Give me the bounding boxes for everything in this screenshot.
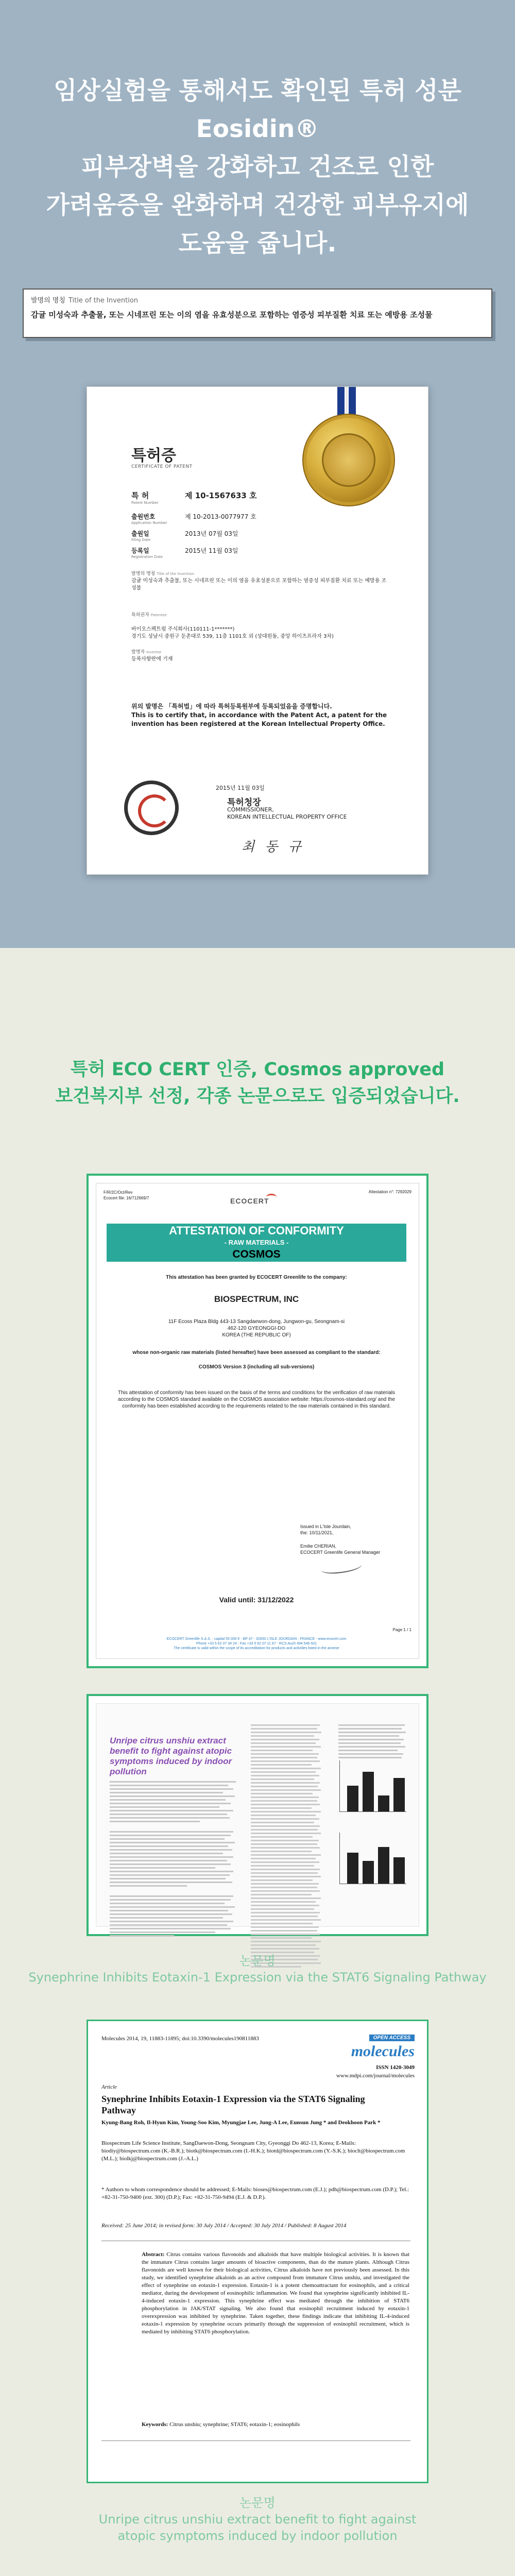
hero-heading xyxy=(31,72,484,263)
paper1-title: Unripe citrus unshiu extract benefit to fight against atopic symptoms induced by indoor pollution xyxy=(110,1736,232,1776)
application-row: 출원번호 Application Number 제 10-2013-0077977 호 xyxy=(131,513,256,525)
paper2-document xyxy=(95,2028,420,2475)
certification-section xyxy=(0,948,515,2576)
attestation-footer: ECOCERT Greenlife S.A.S. - capital 55 000 € - BP 47 - 32600 L'ISLE JOURDAIN - FRANCE - www.ecocert.com Phone +33 5 62 07 34 24 - Fax +33 5 62 07 11 67 - RCS Auch 494 546 931 The certificate is valid within the scope of its accreditation for products and activities listed in the annexe xyxy=(166,1637,347,1650)
hero-line-4: 가려움증을 완화하며 건강한 피부유지에 xyxy=(46,191,469,219)
paper1-caption xyxy=(21,1953,494,1986)
chart-bar xyxy=(378,1847,389,1884)
caption1-label: 논문명 xyxy=(239,1954,276,1968)
attestation-frame xyxy=(87,1174,428,1668)
attestation-granted: This attestation has been granted by ECOCERT Greenlife to the company: xyxy=(166,1275,347,1280)
patent-number: 제 10-1567633 호 xyxy=(185,491,257,500)
paper1-preview xyxy=(96,1703,419,1927)
commissioner: 특허청장 COMMISSIONER, KOREAN INTELLECTUAL PROPERTY OFFICE xyxy=(227,798,347,820)
invention-title-box xyxy=(23,289,492,338)
chart-bar xyxy=(393,1857,405,1884)
paper2-title: Synephrine Inhibits Eotaxin-1 Expression via the STAT6 Signaling Pathway xyxy=(101,2094,365,2115)
patent-owner-block: 특허권자 Patentee 바이오스펙트럼 주식회사(110111-1*******) 경기도 성남시 중원구 둔촌대로 539, 11층 1101호 외 (상대원동, 중앙 하이츠프라자 3차) xyxy=(131,613,334,639)
patent-certificate xyxy=(87,386,428,875)
journal-url: www.mdpi.com/journal/molecules xyxy=(336,2073,415,2079)
hero-line-1: 임상실험을 통해서도 확인된 특허 성분 xyxy=(54,77,461,105)
attestation-standard: COSMOS Version 3 (including all sub-versions) xyxy=(198,1364,315,1370)
patent-fields xyxy=(131,490,389,563)
issued-block: Issued in L'Isle Jourdain, the: 10/11/2021, Emilie CHERIAN, ECOCERT Greenlife General Manager xyxy=(300,1524,381,1555)
attestation-title: ATTESTATION OF CONFORMITY xyxy=(107,1224,406,1238)
attestation-subtitle: - RAW MATERIALS - xyxy=(107,1238,406,1247)
article-type: Article xyxy=(101,2084,117,2090)
paper2-authors: Kyung-Bang Roh, Il-Hyun Kim, Young-Soo Kim, Myungjae Lee, Jung-A Lee, Eunsun Jung * and Deokhoon Park * xyxy=(101,2120,381,2126)
filing-row: 출원일 Filing Date 2013년 07월 03일 xyxy=(131,530,238,542)
attestation-whose: whose non-organic raw materials (listed hereafter) have been assessed as compliant to the standard: xyxy=(132,1350,381,1355)
ecocert-file: F/R/2C/Oct/Rev Ecocert file: 16/712669/7 xyxy=(104,1190,149,1200)
patent-heading: 특허증 xyxy=(131,447,176,465)
cert-line-1: 특허 ECO CERT 인증, Cosmos approved xyxy=(70,1059,445,1080)
manager-signature-icon xyxy=(320,1559,363,1576)
chart-bar xyxy=(363,1861,374,1884)
paper2-dates: Received: 25 June 2014; in revised form: 30 July 2014 / Accepted: 30 July 2014 / Published: 8 August 2014 xyxy=(101,2223,347,2229)
journal-issn: ISSN 1420-3049 xyxy=(376,2064,415,2071)
paper2-keywords: Keywords: Citrus unshiu; synephrine; STAT6; eotaxin-1; eosinophils xyxy=(142,2421,300,2428)
patent-invention-block: 발명의 명칭 Title of the Invention 감귤 미성숙과 추출물, 또는 시네프린 또는 이의 염을 유효성분으로 포함하는 염증성 피부질환 치료 또는 예방용 조성물 xyxy=(131,571,387,591)
address-line-1: 11F Ecoss Plaza Bldg 443-13 Sangdaewon-dong, Jungwon-gu, Seongnam-si xyxy=(168,1319,345,1325)
paper2-affiliation: Biospectrum Life Science Institute, SangDaewon-Dong, Seongnam City, Gyeonggi Do 462-13, Korea; E-Mails: biodiy@biospectrum.com (K.-B.R.); biotk@biospectrum.com (I.-H.K.); biotd@biospectrum.com (Y.-S.K.); bioclt@biospectrum.com (M.L.); biolkj@biospectrum.com (J.-A.L.) xyxy=(101,2140,405,2162)
chart-bar xyxy=(347,1786,358,1811)
commissioner-signature: 최 동 규 xyxy=(242,839,304,855)
address-line-3: KOREA (THE REPUBLIC OF) xyxy=(222,1332,291,1338)
attestation-standard-banner: COSMOS xyxy=(107,1247,406,1262)
paper2-abstract: Abstract: Citrus contains various flavonoids and alkaloids that have multiple biological activities. It is known that the immature Citrus contains larger amounts of bioactive components, than do the mature plants. Although Citrus flavonoids are well known for their biological activities, Citrus alkaloids have not previously been assessed. In this study, we identified synephrine alkaloids as an active compound from immature Citrus unshiu, and investigated the effect of synephrine on eotaxin-1 expression. Eotaxin-1 is a potent chemoattractant for eosinophils, and a critical mediator, during the development of eosinophilic inflammation. We found that synephrine significantly inhibited IL-4-induced eotaxin-1 expression. This synephrine effect was mediated through the inhibition of STAT6 phosphorylation in JAK/STAT signaling. We also found that eosinophil recruitment induced by eotaxin-1 overexpression was inhibited by synephrine. Taken together, these findings indicate that inhibiting IL-4-induced eotaxin-1 expression by synephrine occurs primarily through the suppression of eosinophil recruitment, which is mediated by inhibiting STAT6 phosphorylation. xyxy=(142,2251,410,2335)
valid-until: Valid until: 31/12/2022 xyxy=(219,1596,294,1604)
cert-line-2: 보건복지부 선정, 각종 논문으로도 입증되었습니다. xyxy=(55,1086,460,1107)
caption1-title: Synephrine Inhibits Eotaxin-1 Expression via the STAT6 Signaling Pathway xyxy=(28,1970,487,1985)
chart-bar xyxy=(347,1853,358,1884)
patent-heading-en: CERTIFICATE OF PATENT xyxy=(131,464,193,469)
cert-heading xyxy=(21,1056,494,1110)
kipo-emblem-icon xyxy=(124,781,179,835)
paper2-correspondence: * Authors to whom correspondence should be addressed; E-Mails: bioses@biospectrum.com (E.J.); pdh@biospectrum.com (D.P.); Tel.: +82-31-750-9400 (ext. 300) (D.P.); Fax: +82-31-750-9494 (E.J. & D.P.). xyxy=(101,2187,409,2200)
attestation-number: Attestation n°: 7292029 xyxy=(368,1190,411,1194)
patent-declaration: 위의 발명은 「특허법」에 따라 특허등록원부에 등록되었음을 증명합니다. This is to certify that, in accordance with the Patent Act, a patent for the invention has been registered at the Korean Intellectual Property Office. xyxy=(131,703,387,727)
invention-title: 감귤 미성숙과 추출물, 또는 시네프린 또는 이의 염을 유효성분으로 포함하는 염증성 피부질환 치료 또는 예방용 조성물 xyxy=(31,310,433,319)
caption2-label: 논문명 xyxy=(239,2496,276,2510)
paper2-caption xyxy=(21,2495,494,2544)
journal-name: molecules xyxy=(351,2043,415,2060)
registration-row: 등록일 Registration Date 2015년 11월 03일 xyxy=(131,547,238,559)
paper1-frame xyxy=(87,1694,428,1936)
caption2-title-line-2: atopic symptoms induced by indoor pollution xyxy=(117,2529,398,2543)
attestation-company: BIOSPECTRUM, INC xyxy=(214,1294,299,1304)
paper2-frame xyxy=(87,2020,428,2483)
paper1-chart-1 xyxy=(339,1760,406,1812)
hero-line-5: 도움을 줍니다. xyxy=(178,229,337,258)
invention-label: 발명의 명칭 Title of the Invention xyxy=(31,297,138,304)
ecocert-logo: ECOCERT xyxy=(230,1197,269,1205)
page-number: Page 1 / 1 xyxy=(392,1628,411,1632)
patent-inventor-block: 발명자 Inventor 등록사항란에 기재 xyxy=(131,650,173,662)
chart-bar xyxy=(393,1778,405,1811)
hero-line-3: 피부장벽을 강화하고 건조로 인한 xyxy=(81,153,434,181)
address-line-2: 462-120 GYEONGGI-DO xyxy=(227,1326,286,1331)
paper1-text-lines xyxy=(110,1781,238,1939)
attestation-document xyxy=(96,1183,419,1659)
hero-line-2: Eosidin® xyxy=(196,115,319,143)
attestation-body: This attestation of conformity has been issued on the basis of the terms and conditions for the verification of raw materials according to the COSMOS standard available on the COSMOS association website: https://cosmos-standard.org/ and the conformity has been established according to the requirements related to the raw materials contained in this standard. xyxy=(117,1390,396,1409)
paper1-column-3 xyxy=(338,1724,407,1760)
patent-number-row: 특 허 Patent Number 제 10-1567633 호 xyxy=(131,491,257,505)
chart-bar xyxy=(378,1795,389,1811)
chart-bar xyxy=(363,1772,374,1811)
paper1-chart-2 xyxy=(339,1833,406,1884)
paper1-column-2 xyxy=(251,1724,323,1970)
open-access-badge: OPEN ACCESS xyxy=(369,2035,415,2041)
paper2-citation: Molecules 2014, 19, 11883-11895; doi:10.3390/molecules190811883 xyxy=(101,2036,259,2042)
caption2-title-line-1: Unripe citrus unshiu extract benefit to fight against xyxy=(98,2512,417,2527)
hero-section xyxy=(0,0,515,948)
issue-date: 2015년 11월 03일 xyxy=(216,785,265,791)
